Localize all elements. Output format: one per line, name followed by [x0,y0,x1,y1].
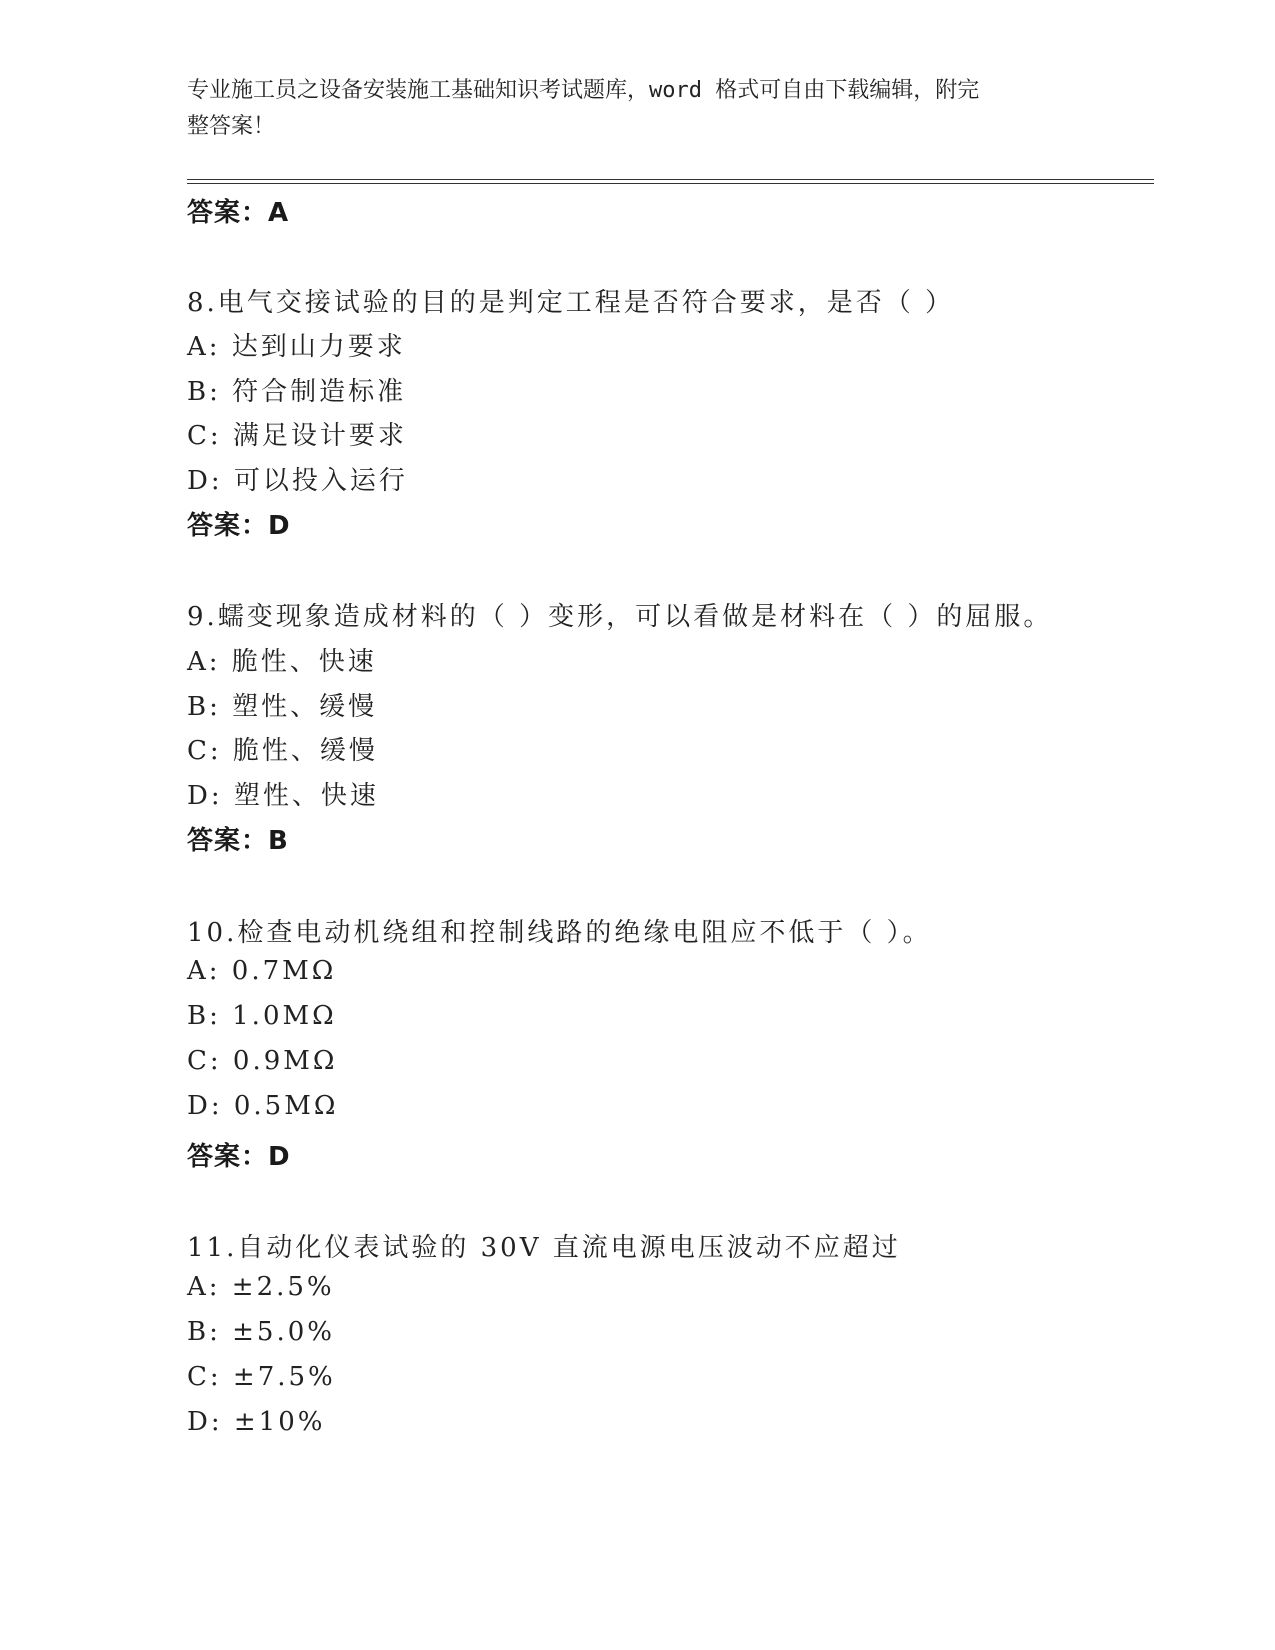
question-10-option-a: A: 0.7MΩ [187,956,337,986]
question-9-option-a: A: 脆性、快速 [187,647,377,677]
header-line-1: 专业施工员之设备安装施工基础知识考试题库，word 格式可自由下载编辑，附完 [187,78,980,103]
header-line-2: 整答案！ [187,114,276,139]
question-8-option-b: B: 符合制造标准 [187,377,407,407]
question-9-option-c: C: 脆性、缓慢 [187,736,378,766]
question-8-text: 8.电气交接试验的目的是判定工程是否符合要求，是否（ ） [187,288,955,318]
question-10-option-b: B: 1.0MΩ [187,1001,337,1031]
answer-previous: 答案：A [187,198,290,228]
question-8-answer: 答案：D [187,511,291,541]
question-8-option-a: A: 达到山力要求 [187,332,406,362]
document-header [187,73,1067,145]
header-divider-bottom [187,183,1154,184]
question-9-answer: 答案：B [187,826,289,856]
question-11-option-d: D: ±10% [187,1407,326,1437]
question-8-option-c: C: 满足设计要求 [187,421,407,451]
question-8-option-d: D: 可以投入运行 [187,466,408,496]
question-11-option-b: B: ±5.0% [187,1317,335,1347]
question-9-option-d: D: 塑性、快速 [187,781,379,811]
question-10-text: 10.检查电动机绕组和控制线路的绝缘电阻应不低于（ ）。 [187,918,932,948]
question-11-text: 11.自动化仪表试验的 30V 直流电源电压波动不应超过 [187,1233,901,1263]
question-9-option-b: B: 塑性、缓慢 [187,692,378,722]
header-divider-top [187,179,1154,180]
question-9-text: 9.蠕变现象造成材料的（ ）变形，可以看做是材料在（ ）的屈服。 [187,602,1053,632]
question-10-option-c: C: 0.9MΩ [187,1046,338,1076]
question-11-option-a: A: ±2.5% [187,1272,335,1302]
question-11-option-c: C: ±7.5% [187,1362,336,1392]
question-10-answer: 答案：D [187,1142,291,1172]
question-10-option-d: D: 0.5MΩ [187,1091,339,1121]
